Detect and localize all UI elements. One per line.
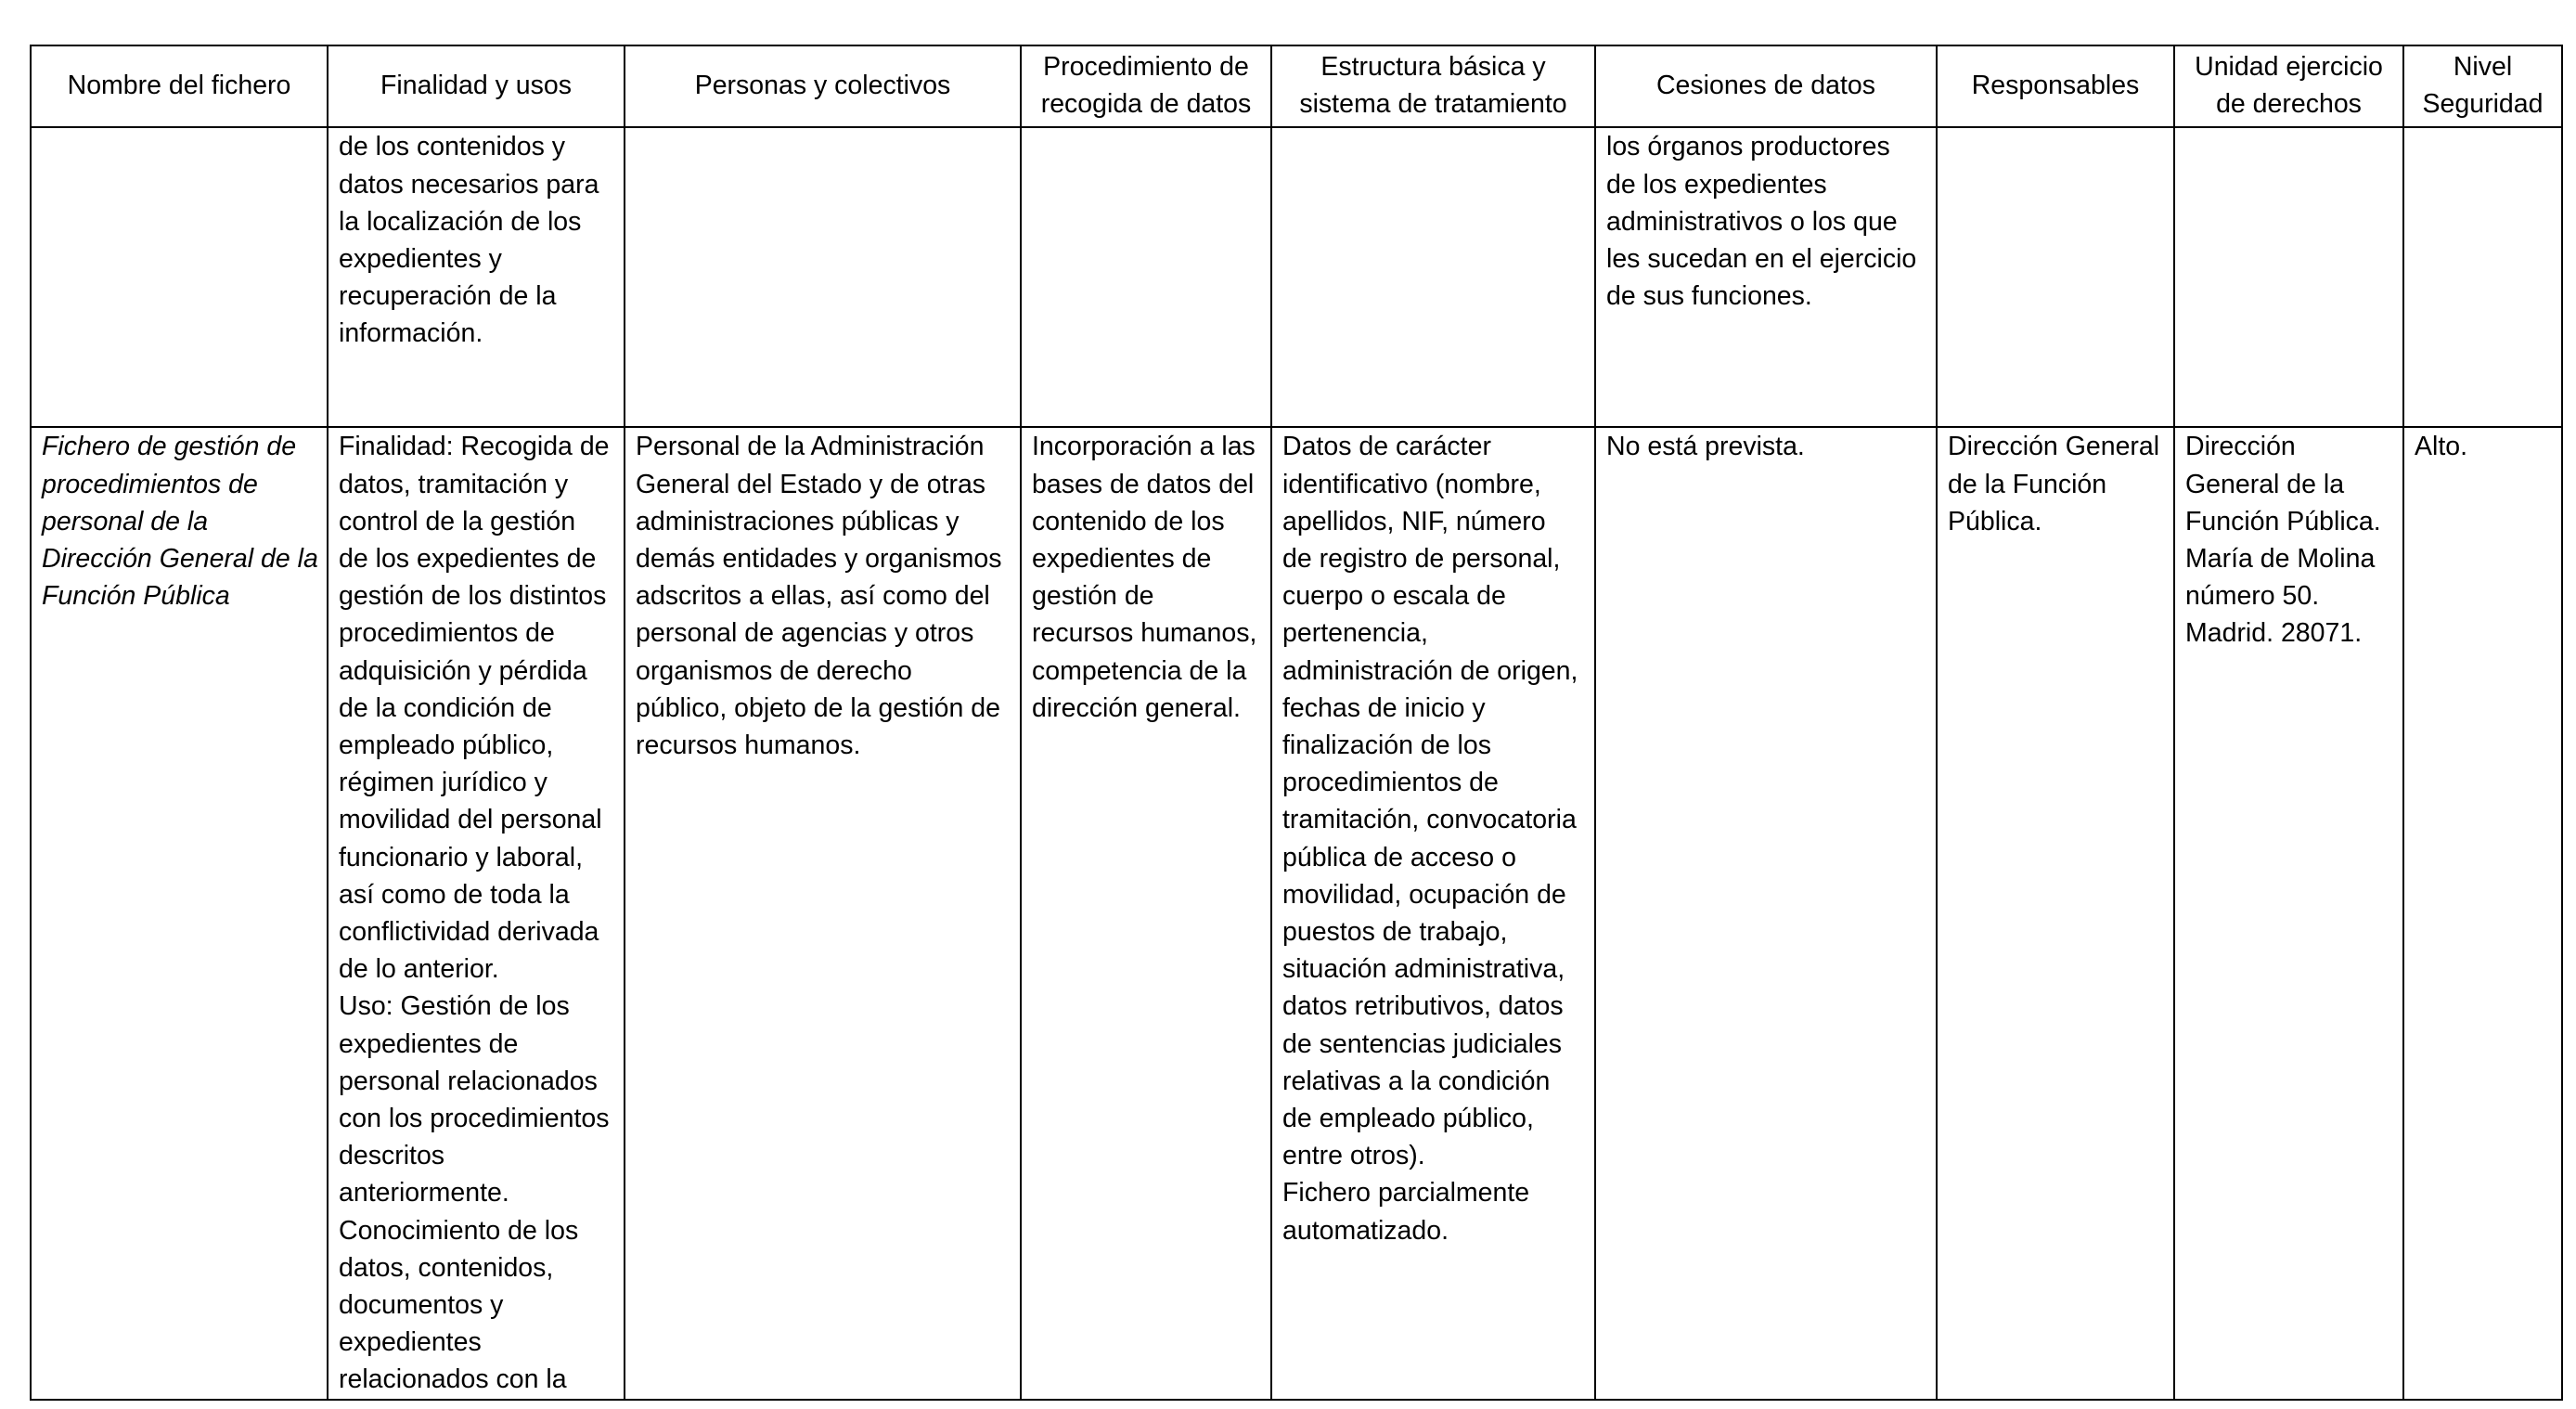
cell-estructura: Datos de carácter identificativo (nombre, apellidos, NIF, número de registro de personal, cuerpo o escala de pertenencia, administración de origen, fechas de inicio y finalización de los procedimientos de tramitación, convocatoria pública de acceso o movilidad, ocupación de puestos de trabajo, situación administrativa, datos retributivos, datos de sentencias judiciales relativas a la condición de empleado público, entre otros). Fichero parcialmente automatizado. xyxy=(1271,427,1595,1400)
cell-nombre: Fichero de gestión de procedimientos de personal de la Dirección General de la Función Pública xyxy=(31,427,328,1400)
column-header-responsables: Responsables xyxy=(1937,45,2174,127)
cell-finalidad: Finalidad: Recogida de datos, tramitación y control de la gestión de los expedientes de gestión de los distintos procedimientos de adquisición y pérdida de la condición de empleado público, régimen jurídico y movilidad del personal funcionario y laboral, así como de toda la conflictividad derivada de lo anterior. Uso: Gestión de los expedientes de personal relacionados con los procedimientos descritos anteriormente. Conocimiento de los datos, contenidos, documentos y expedientes relacionados con la xyxy=(328,427,625,1400)
column-header-nivel: Nivel Seguridad xyxy=(2403,45,2562,127)
column-header-nombre: Nombre del fichero xyxy=(31,45,328,127)
cell-unidad xyxy=(2174,127,2403,427)
cell-cesiones: No está prevista. xyxy=(1595,427,1937,1400)
cell-procedimiento: Incorporación a las bases de datos del contenido de los expedientes de gestión de recursos humanos, competencia de la dirección general. xyxy=(1021,427,1271,1400)
cell-nivel xyxy=(2403,127,2562,427)
table-row xyxy=(31,127,2562,427)
data-files-table xyxy=(30,45,2563,1401)
column-header-cesiones: Cesiones de datos xyxy=(1595,45,1937,127)
cell-personas: Personal de la Administración General del Estado y de otras administraciones públicas y demás entidades y organismos adscritos a ellas, así como del personal de agencias y otros organismos de derecho público, objeto de la gestión de recursos humanos. xyxy=(625,427,1021,1400)
cell-nombre xyxy=(31,127,328,427)
column-header-unidad: Unidad ejercicio de derechos xyxy=(2174,45,2403,127)
cell-unidad: Dirección General de la Función Pública. María de Molina número 50. Madrid. 28071. xyxy=(2174,427,2403,1400)
column-header-personas: Personas y colectivos xyxy=(625,45,1021,127)
cell-finalidad: de los contenidos y datos necesarios para la localización de los expedientes y recuperación de la información. xyxy=(328,127,625,427)
cell-procedimiento xyxy=(1021,127,1271,427)
column-header-finalidad: Finalidad y usos xyxy=(328,45,625,127)
table-header-row xyxy=(31,45,2562,127)
cell-estructura xyxy=(1271,127,1595,427)
table-row xyxy=(31,427,2562,1400)
column-header-estructura: Estructura básica y sistema de tratamiento xyxy=(1271,45,1595,127)
column-header-procedimiento: Procedimiento de recogida de datos xyxy=(1021,45,1271,127)
cell-nivel: Alto. xyxy=(2403,427,2562,1400)
cell-responsables: Dirección General de la Función Pública. xyxy=(1937,427,2174,1400)
cell-responsables xyxy=(1937,127,2174,427)
cell-cesiones: los órganos productores de los expedientes administrativos o los que les sucedan en el ejercicio de sus funciones. xyxy=(1595,127,1937,427)
cell-personas xyxy=(625,127,1021,427)
